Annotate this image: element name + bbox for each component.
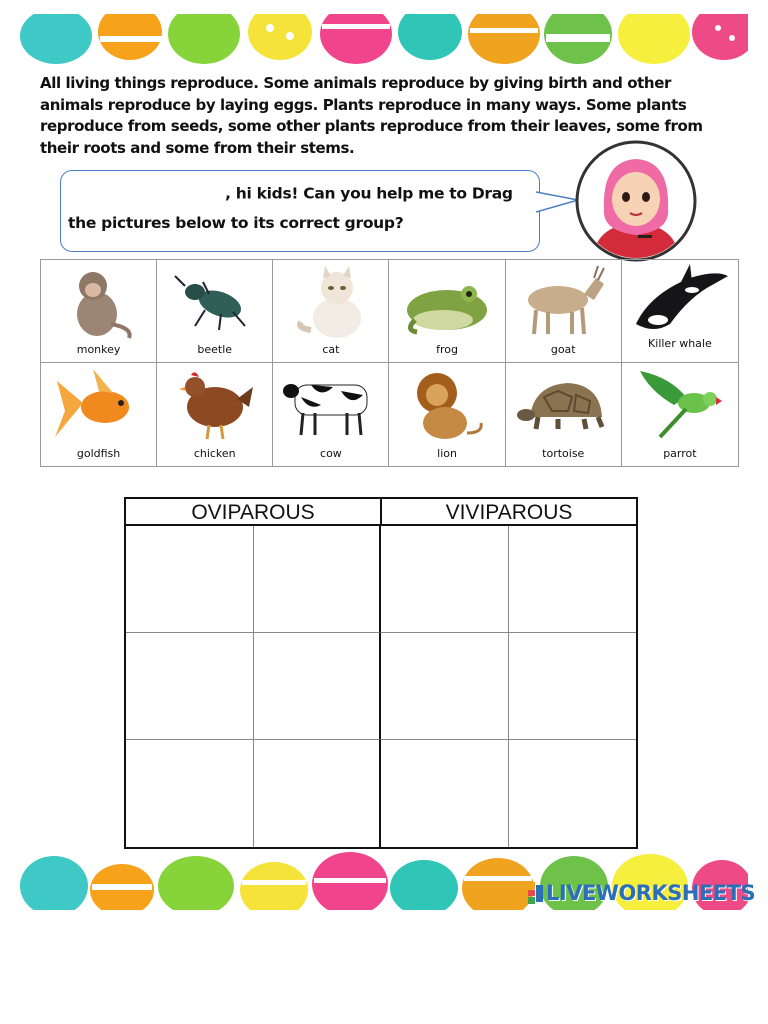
- killer-whale-icon: [630, 264, 730, 340]
- draggable-card-cow[interactable]: [273, 363, 389, 466]
- drop-zone-oviparous[interactable]: [126, 633, 254, 740]
- draggable-card-lion[interactable]: [389, 363, 505, 466]
- card-label: chicken: [193, 447, 236, 460]
- card-label: monkey: [76, 343, 121, 356]
- monkey-icon: [49, 264, 149, 340]
- drop-zone-viviparous[interactable]: [509, 740, 637, 847]
- draggable-card-cat[interactable]: [273, 260, 389, 363]
- drop-zone-viviparous[interactable]: [381, 526, 509, 633]
- drop-zone-oviparous[interactable]: [126, 740, 254, 847]
- drop-zone-grid: [126, 526, 636, 847]
- beetle-icon: [165, 264, 265, 340]
- viviparous-header: VIVIPAROUS: [382, 499, 636, 526]
- liveworksheets-logo-text: LIVEWORKSHEETS: [546, 881, 756, 905]
- card-label: beetle: [197, 343, 233, 356]
- egg-border-top: [18, 14, 748, 64]
- draggable-card-parrot[interactable]: [622, 363, 738, 466]
- hijab-girl-avatar-icon: [574, 139, 698, 263]
- card-label: tortoise: [542, 447, 585, 460]
- draggable-card-killer-whale[interactable]: [622, 260, 738, 363]
- goldfish-icon: [49, 367, 149, 443]
- animal-picture-grid: [40, 259, 739, 467]
- draggable-card-tortoise[interactable]: [506, 363, 622, 466]
- drop-zone-viviparous[interactable]: [381, 633, 509, 740]
- draggable-card-chicken[interactable]: [157, 363, 273, 466]
- speech-line-2: the pictures below to its correct group?: [68, 214, 404, 232]
- drop-zone-oviparous[interactable]: [254, 633, 382, 740]
- parrot-icon: [630, 367, 730, 443]
- card-label: Killer whale: [648, 337, 712, 350]
- cow-icon: [281, 367, 381, 443]
- speech-line-1-text: , hi kids! Can you help me to Drag: [225, 184, 513, 203]
- drop-zone-oviparous[interactable]: [254, 740, 382, 847]
- greeting-input[interactable]: [72, 184, 216, 204]
- draggable-card-goat[interactable]: [506, 260, 622, 363]
- card-label: parrot: [663, 447, 697, 460]
- drop-zone-oviparous[interactable]: [254, 526, 382, 633]
- drop-zone-oviparous[interactable]: [126, 526, 254, 633]
- card-label: cow: [320, 447, 342, 460]
- draggable-card-goldfish[interactable]: [41, 363, 157, 466]
- drop-zone-viviparous[interactable]: [509, 526, 637, 633]
- liveworksheets-badge-icon: [528, 882, 544, 904]
- draggable-card-frog[interactable]: [389, 260, 505, 363]
- draggable-card-monkey[interactable]: [41, 260, 157, 363]
- oviparous-header: OVIPAROUS: [126, 499, 382, 526]
- frog-icon: [397, 264, 497, 340]
- speech-line-1: [72, 184, 513, 204]
- drop-zone-viviparous[interactable]: [381, 740, 509, 847]
- card-label: goat: [550, 343, 576, 356]
- classification-table: [124, 497, 638, 849]
- draggable-card-beetle[interactable]: [157, 260, 273, 363]
- card-label: frog: [436, 343, 458, 356]
- drop-zone-viviparous[interactable]: [509, 633, 637, 740]
- cat-icon: [281, 264, 381, 340]
- liveworksheets-logo: [528, 880, 755, 906]
- goat-icon: [514, 264, 614, 340]
- card-label: cat: [322, 343, 340, 356]
- tortoise-icon: [514, 367, 614, 443]
- intro-paragraph: All living things reproduce. Some animals reproduce by giving birth and other animals reproduce by laying eggs. Plants reproduce in many ways. Some plants reproduce from seeds, some other plants reproduce from their leaves, some from their roots and some from their stems.: [40, 74, 703, 157]
- card-label: lion: [437, 447, 457, 460]
- chicken-icon: [165, 367, 265, 443]
- speech-bubble: [60, 170, 540, 252]
- lion-icon: [397, 367, 497, 443]
- card-label: goldfish: [76, 447, 121, 460]
